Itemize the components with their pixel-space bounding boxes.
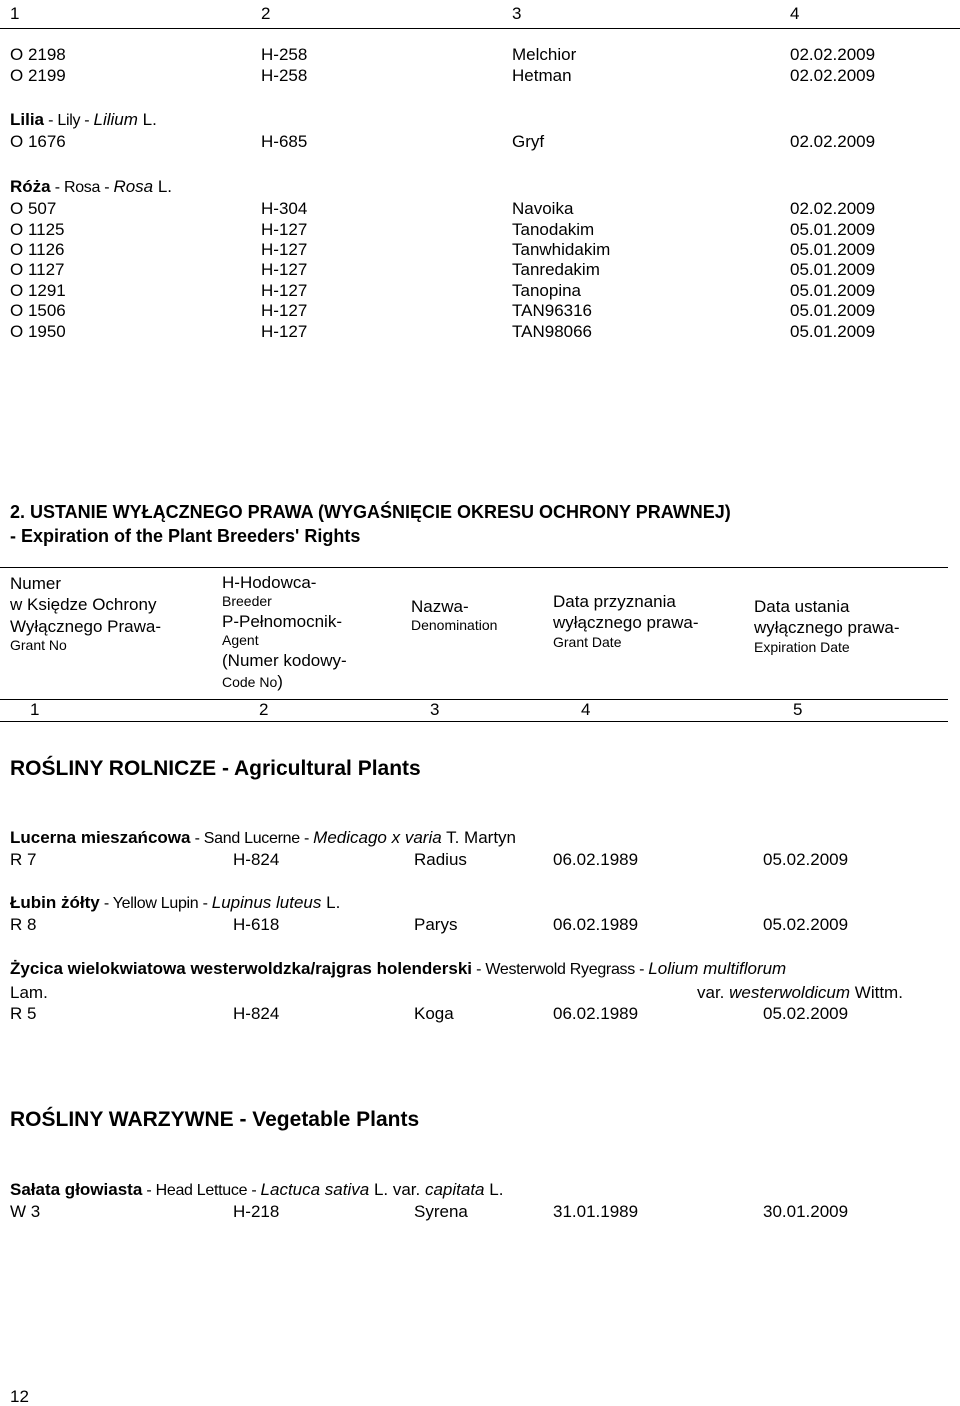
agent-code: H-824	[233, 1004, 280, 1023]
header-text: Nazwa-	[411, 597, 469, 616]
grant-date: 06.02.1989	[553, 850, 639, 869]
header-text: Wyłącznego Prawa-	[10, 616, 162, 636]
agent-code: H-618	[233, 915, 280, 934]
agent-code: H-685	[261, 132, 308, 151]
header-text: Breeder	[222, 593, 272, 610]
table-row	[0, 301, 960, 321]
table-row	[0, 260, 960, 280]
separator: -	[634, 961, 649, 978]
species-heading-zycica	[10, 959, 786, 980]
denomination: TAN98066	[512, 322, 593, 341]
species-latin-name: Lilium	[93, 110, 138, 129]
agent-code: H-127	[261, 240, 308, 259]
species-author: Wittm.	[850, 983, 903, 1002]
species-english-name: Westerwold Ryegrass	[485, 961, 635, 978]
agent-code: H-127	[261, 322, 308, 341]
column-number: 3	[430, 700, 440, 719]
table-row	[0, 240, 960, 260]
top-header-rule	[0, 28, 960, 29]
table-row	[0, 281, 960, 301]
header-col-expiration-date	[754, 596, 900, 656]
grant-date: 06.02.1989	[553, 1004, 639, 1023]
species-latin-name: Lactuca sativa	[260, 1180, 370, 1199]
table-row	[0, 322, 960, 342]
date: 05.01.2009	[790, 240, 876, 259]
column-number: 2	[259, 700, 269, 719]
expiration-date: 05.02.2009	[763, 850, 849, 869]
grant-no: O 1950	[10, 322, 66, 341]
grant-no: R 5	[10, 1004, 37, 1023]
header-col-denomination	[411, 596, 497, 635]
species-author: L.	[137, 110, 157, 129]
top-header-col4: 4	[790, 4, 800, 23]
header-col-grant-date	[553, 591, 699, 651]
agent-code: H-218	[233, 1202, 280, 1221]
denomination: Tanopina	[512, 281, 582, 300]
species-author: L.	[153, 177, 173, 196]
species-latin-name: Lolium multiflorum	[648, 959, 787, 978]
top-column-header	[0, 4, 960, 24]
header-col-breeder	[222, 572, 347, 692]
grant-no: O 1506	[10, 301, 66, 320]
date: 02.02.2009	[790, 66, 876, 85]
section-title-vegetable: ROŚLINY WARZYWNE - Vegetable Plants	[10, 1108, 420, 1131]
page-number: 12	[10, 1387, 29, 1406]
table-row	[0, 132, 960, 152]
table-row	[0, 45, 960, 65]
table-row	[0, 199, 960, 219]
species-heading-lucerna	[10, 828, 516, 849]
header-text: w Księdze Ochrony	[10, 595, 157, 615]
agent-code: H-127	[261, 220, 308, 239]
agent-code: H-127	[261, 260, 308, 279]
species-latin-name: Rosa	[113, 177, 154, 196]
table-row	[0, 850, 960, 870]
header-text: Denomination	[411, 617, 498, 634]
species-english-name: Head Lettuce	[155, 1182, 248, 1199]
denomination: Navoika	[512, 199, 574, 218]
separator: -	[50, 179, 64, 196]
header-col-grant-no	[10, 573, 161, 654]
expiration-date: 05.02.2009	[763, 1004, 849, 1023]
header-text: Expiration Date	[754, 638, 850, 655]
column-number: 4	[581, 700, 591, 719]
header-text: Code No	[222, 673, 278, 690]
table-header-top-rule	[0, 567, 948, 568]
denomination: Hetman	[512, 66, 572, 85]
separator: -	[247, 1182, 261, 1199]
species-polish-name: Róża	[10, 177, 51, 196]
separator: -	[190, 830, 204, 847]
header-text: )	[277, 671, 283, 691]
header-text: Grant No	[10, 636, 67, 653]
section-title-line2: - Expiration of the Plant Breeders' Rights	[10, 526, 361, 546]
denomination: Tanredakim	[512, 260, 600, 279]
grant-no: R 7	[10, 850, 37, 869]
species-heading-roza	[10, 177, 172, 198]
grant-no: O 1291	[10, 281, 66, 300]
separator: -	[44, 112, 58, 129]
separator: -	[472, 961, 486, 978]
separator: -	[99, 895, 113, 912]
grant-no: O 1125	[10, 220, 65, 239]
header-text: P-Pełnomocnik-	[222, 611, 342, 631]
grant-date: 06.02.1989	[553, 915, 639, 934]
species-english-name: Rosa	[63, 179, 101, 196]
species-latin-name: Medicago x varia	[313, 828, 442, 847]
grant-date: 31.01.1989	[553, 1202, 639, 1221]
header-text: Data ustania	[754, 597, 850, 616]
species-latin-name: capitata	[424, 1180, 485, 1199]
separator: -	[198, 895, 212, 912]
agent-code: H-258	[261, 45, 308, 64]
separator: -	[299, 830, 314, 847]
grant-no: W 3	[10, 1202, 41, 1221]
header-text: wyłącznego prawa-	[754, 618, 900, 638]
agent-code: H-127	[261, 281, 308, 300]
grant-no: O 507	[10, 199, 57, 218]
species-author: L. var.	[369, 1180, 425, 1199]
denomination: Melchior	[512, 45, 577, 64]
table-row	[0, 915, 960, 935]
grant-no: O 1126	[10, 240, 65, 259]
species-heading-salata	[10, 1180, 503, 1201]
species-polish-name: Sałata głowiasta	[10, 1180, 143, 1199]
column-number: 1	[30, 700, 40, 719]
table-row	[0, 220, 960, 240]
species-heading-lilia	[10, 110, 157, 131]
species-polish-name: Lucerna mieszańcowa	[10, 828, 191, 847]
grant-no: O 1127	[10, 260, 65, 279]
expiration-date: 05.02.2009	[763, 915, 849, 934]
species-author: L.	[321, 893, 341, 912]
species-polish-name: Życica wielokwiatowa westerwoldzka/rajgras holenderski	[10, 959, 473, 978]
date: 05.01.2009	[790, 260, 876, 279]
date: 05.01.2009	[790, 220, 876, 239]
species-latin-name: westerwoldicum	[729, 983, 851, 1002]
table-row	[0, 1004, 960, 1024]
table-row	[0, 1202, 960, 1222]
denomination: Gryf	[512, 132, 545, 151]
agent-code: H-258	[261, 66, 308, 85]
date: 02.02.2009	[790, 45, 876, 64]
agent-code: H-824	[233, 850, 280, 869]
grant-no: O 2198	[10, 45, 66, 64]
header-text: H-Hodowca-	[222, 573, 317, 592]
header-text: Data przyznania	[553, 592, 676, 611]
denomination: Tanwhidakim	[512, 240, 611, 259]
section-title-line1: 2. USTANIE WYŁĄCZNEGO PRAWA (WYGAŚNIĘCIE OKRESU OCHRONY PRAWNEJ)	[10, 502, 731, 522]
date: 02.02.2009	[790, 199, 876, 218]
denomination: Koga	[414, 1004, 454, 1023]
species-heading-zycica-line2a: Lam.	[10, 983, 48, 1002]
species-heading-zycica-line2b	[697, 983, 903, 1003]
denomination: Tanodakim	[512, 220, 595, 239]
grant-no: O 2199	[10, 66, 66, 85]
species-author: T. Martyn	[441, 828, 517, 847]
column-number: 5	[793, 700, 803, 719]
separator: -	[80, 112, 94, 129]
agent-code: H-127	[261, 301, 308, 320]
top-header-col3: 3	[512, 4, 522, 23]
denomination: TAN96316	[512, 301, 593, 320]
header-text: Agent	[222, 632, 259, 648]
grant-no: O 1676	[10, 132, 66, 151]
denomination: Syrena	[414, 1202, 468, 1221]
denomination: Radius	[414, 850, 467, 869]
expiration-date: 30.01.2009	[763, 1202, 849, 1221]
header-text: wyłącznego prawa-	[553, 613, 699, 633]
species-polish-name: Lilia	[10, 110, 45, 129]
species-english-name: Yellow Lupin	[112, 895, 199, 912]
agent-code: H-304	[261, 199, 308, 218]
date: 02.02.2009	[790, 132, 876, 151]
species-author: L.	[484, 1180, 504, 1199]
species-english-name: Sand Lucerne	[203, 830, 300, 847]
table-header-bottom-rule	[0, 721, 948, 722]
header-text: Numer	[10, 574, 62, 593]
species-var: var.	[697, 983, 730, 1002]
date: 05.01.2009	[790, 281, 876, 300]
column-numbers-row	[0, 700, 960, 720]
separator: -	[100, 179, 114, 196]
species-heading-lubin	[10, 893, 340, 914]
top-header-col2: 2	[261, 4, 271, 23]
header-text: (Numer kodowy-	[222, 650, 347, 670]
species-latin-name: Lupinus luteus	[211, 893, 322, 912]
separator: -	[142, 1182, 156, 1199]
top-header-col1: 1	[10, 4, 20, 23]
section-title-agricultural: ROŚLINY ROLNICZE - Agricultural Plants	[10, 757, 421, 780]
header-text: Grant Date	[553, 633, 622, 650]
table-row	[0, 66, 960, 86]
species-english-name: Lily	[57, 112, 81, 129]
denomination: Parys	[414, 915, 458, 934]
species-polish-name: Łubin żółty	[10, 893, 100, 912]
date: 05.01.2009	[790, 301, 876, 320]
date: 05.01.2009	[790, 322, 876, 341]
grant-no: R 8	[10, 915, 37, 934]
